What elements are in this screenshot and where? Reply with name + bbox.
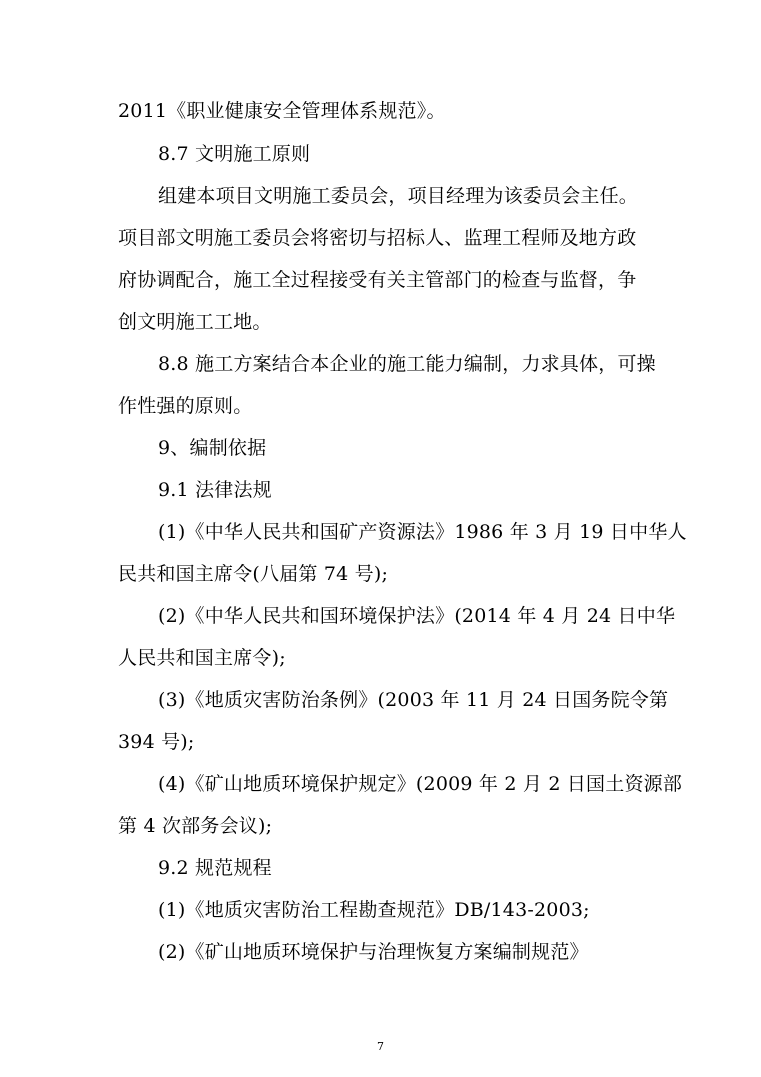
text-line: 作性强的原则。 [118, 395, 253, 417]
text-line: 394 号); [118, 731, 195, 753]
text-line: 第 4 次部务会议); [118, 815, 273, 837]
text-line: 府协调配合，施工全过程接受有关主管部门的检查与监督，争 [118, 269, 637, 291]
text-line-law-3: (3)《地质灾害防治条例》(2003 年 11 月 24 日国务院令第 [158, 689, 669, 711]
text-line-spec-2: (2)《矿山地质环境保护与治理恢复方案编制规范》 [158, 941, 589, 963]
text-line-spec-1: (1)《地质灾害防治工程勘查规范》DB/143-2003; [158, 899, 590, 921]
text-line-8-8: 8.8 施工方案结合本企业的施工能力编制，力求具体，可操 [158, 353, 656, 375]
heading-9-1: 9.1 法律法规 [158, 479, 272, 501]
text-line: 人民共和国主席令); [118, 647, 286, 669]
text-line-law-4: (4)《矿山地质环境保护规定》(2009 年 2 月 2 日国土资源部 [158, 773, 683, 795]
text-line: 项目部文明施工委员会将密切与招标人、监理工程师及地方政 [118, 227, 637, 249]
text-line-standard-reference: 2011《职业健康安全管理体系规范》。 [118, 100, 446, 122]
page-number: 7 [377, 1040, 384, 1053]
heading-8-7: 8.7 文明施工原则 [158, 143, 311, 165]
heading-9-2: 9.2 规范规程 [158, 857, 272, 879]
heading-9: 9、编制依据 [158, 437, 267, 459]
text-line: 民共和国主席令(八届第 74 号); [118, 563, 389, 585]
text-line: 创文明施工工地。 [118, 311, 272, 333]
text-line-law-1: (1)《中华人民共和国矿产资源法》1986 年 3 月 19 日中华人 [158, 521, 687, 543]
text-line: 组建本项目文明施工委员会，项目经理为该委员会主任。 [158, 185, 639, 207]
text-line-law-2: (2)《中华人民共和国环境保护法》(2014 年 4 月 24 日中华 [158, 605, 676, 627]
